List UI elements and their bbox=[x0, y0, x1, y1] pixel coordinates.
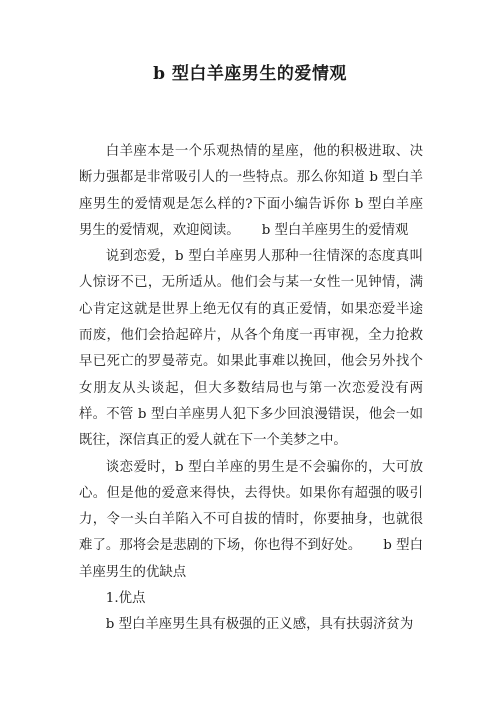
document-body bbox=[79, 139, 423, 639]
paragraph-pros: b 型白羊座男生具有极强的正义感，具有扶弱济贫为 bbox=[105, 617, 414, 633]
paragraph-dating-text: 谈恋爱时，b 型白羊座的男生是不会骗你的，大可放心。但是他的爱意来得快，去得快。如果你有超强的吸引力，令一头白羊陷入不可自拔的情时，你要抽身，也就很难了。那将会是悲剧的下场，你也得不到好处。 bbox=[79, 459, 423, 554]
paragraph-love: 说到恋爱，b 型白羊座男人那种一往情深的态度真叫人惊讶不已，无所适从。他们会与某一女性一见钟情，满心肯定这就是世界上绝无仅有的真正爱情，如果恋爱半途而废，他们会拾起碎片，从各个角度一再审视，全力抢救早已死亡的罗曼蒂克。如果此事难以挽回，他会另外找个女朋友从头谈起，但大多数结局也与第一次恋爱没有两样。不管 b 型白羊座男人犯下多少回浪漫错误，他会一如既往，深信真正的爱人就在下一个美梦之中。 bbox=[79, 249, 423, 449]
paragraph-intro bbox=[79, 139, 423, 244]
paragraph-dating bbox=[79, 455, 423, 586]
document-title: b 型白羊座男生的爱情观 bbox=[153, 64, 347, 84]
section-heading-love-view: b 型白羊座男生的爱情观 bbox=[261, 222, 409, 238]
paragraph-intro-text: 白羊座本是一个乐观热情的星座，他的积极进取、决断力强都是非常吸引人的一些特点。那么你知道 b 型白羊座男生的爱情观是怎么样的?下面小编告诉你 b 型白羊座男生的爱情观，欢迎阅读。 bbox=[79, 144, 423, 238]
section-heading-pros-cons: b 型白羊座男生的优缺点 bbox=[79, 538, 423, 580]
subheading-pros: 1.优点 bbox=[105, 591, 146, 607]
